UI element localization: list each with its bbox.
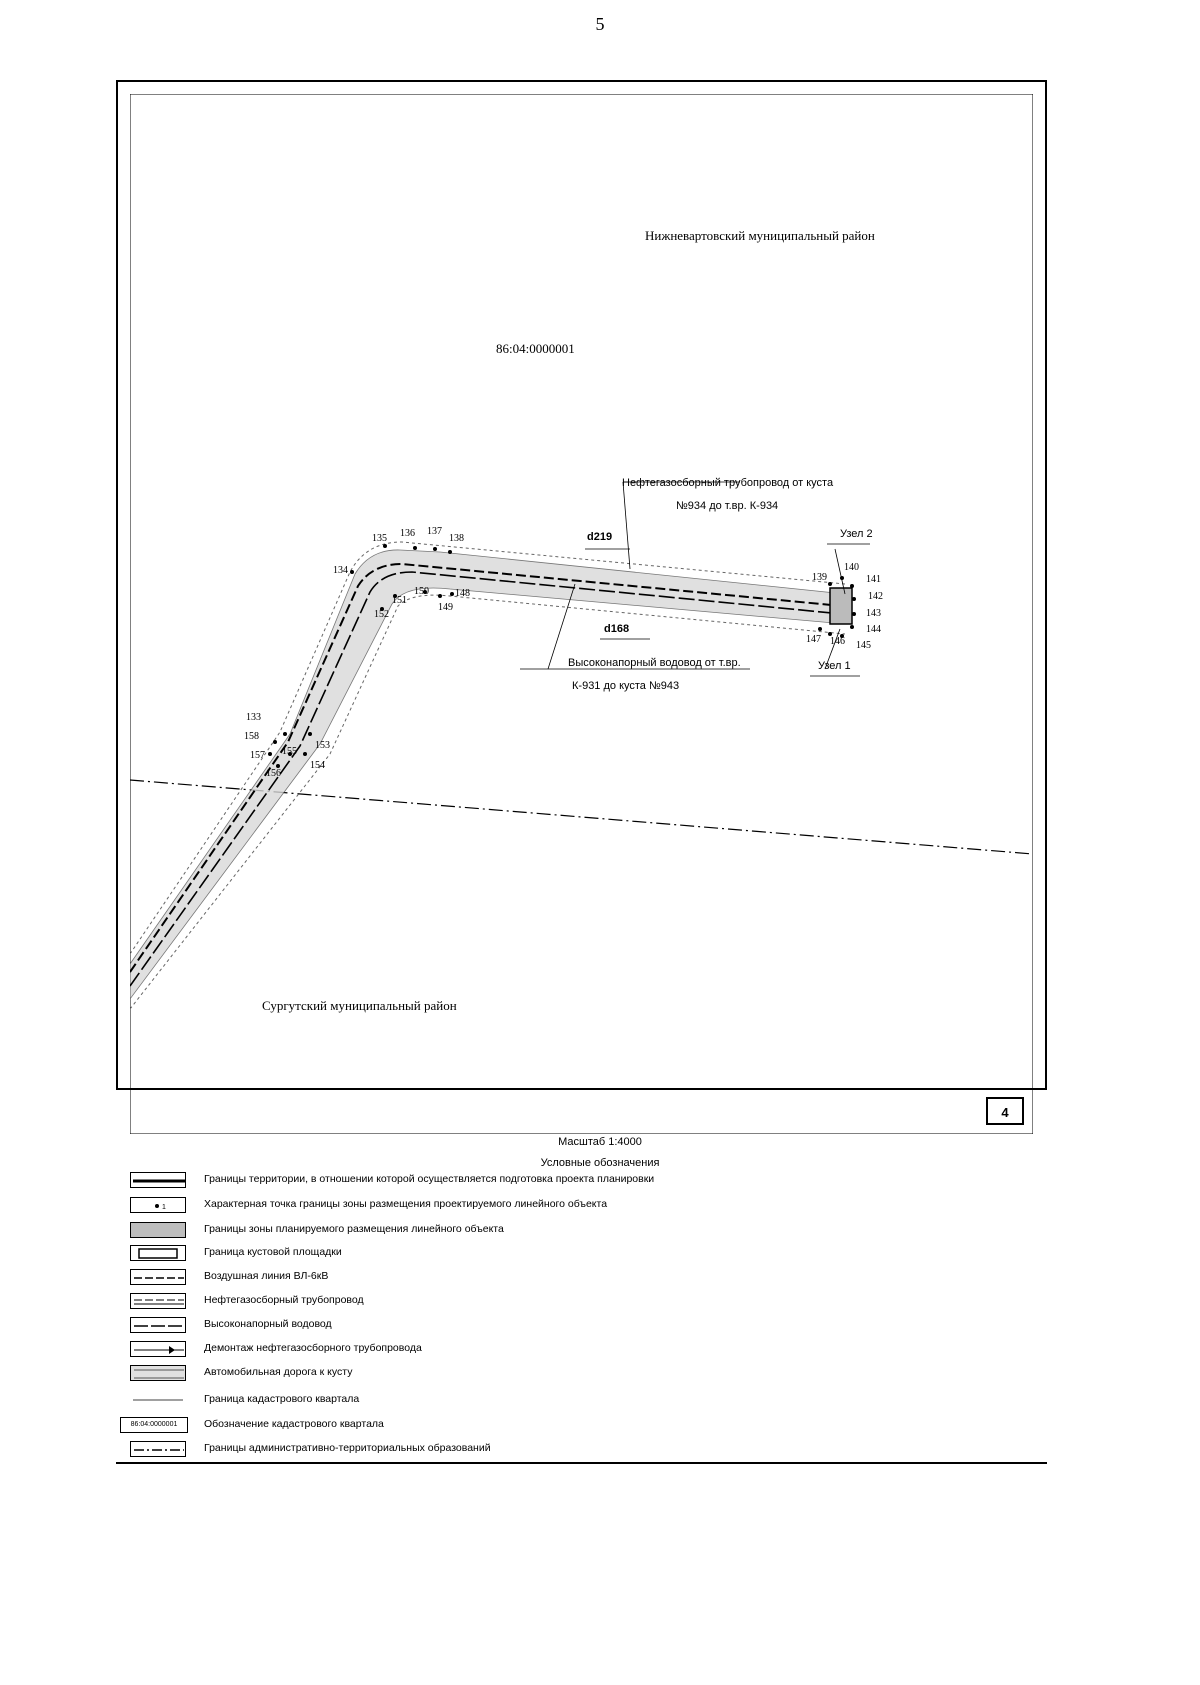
legend-bottom-border bbox=[116, 1462, 1047, 1464]
legend-symbol-rect bbox=[130, 1245, 186, 1261]
legend-item: 86:04:0000001 Обозначение кадастрового квартала bbox=[116, 1415, 1047, 1437]
page-number: 5 bbox=[595, 14, 605, 34]
point-label: 146 bbox=[830, 636, 845, 647]
point-label: 157 bbox=[250, 750, 265, 761]
oil-pipeline-line bbox=[130, 564, 842, 972]
legend-symbol-thin bbox=[130, 1392, 186, 1408]
oil-pipeline-label-2: №934 до т.вр. К-934 bbox=[676, 500, 779, 512]
legend-item: 1 Характерная точка границы зоны размещения проектируемого линейного объекта bbox=[116, 1195, 1047, 1217]
point-label: 151 bbox=[392, 595, 407, 606]
legend-item: Воздушная линия ВЛ-6кВ bbox=[116, 1267, 1047, 1289]
point-label: 138 bbox=[449, 533, 464, 544]
point-label: 133 bbox=[246, 712, 261, 723]
diameter-water-label: d168 bbox=[604, 623, 630, 635]
legend-symbol-dash bbox=[130, 1269, 186, 1285]
legend-symbol-dash-dot bbox=[130, 1441, 186, 1457]
sheet-number-box: 4 bbox=[986, 1097, 1024, 1125]
legend-item: Демонтаж нефтегазосборного трубопровода bbox=[116, 1339, 1047, 1361]
point-label: 137 bbox=[427, 526, 442, 537]
point-label: 149 bbox=[438, 602, 453, 613]
legend-symbol-boundary bbox=[130, 1172, 186, 1188]
cadastral-quarter-label: 86:04:0000001 bbox=[496, 341, 575, 356]
legend-item: Граница кустовой площадки bbox=[116, 1243, 1047, 1265]
point-label: 139 bbox=[812, 572, 827, 583]
legend-item: Нефтегазосборный трубопровод bbox=[116, 1291, 1047, 1313]
legend-symbol-dash-long bbox=[130, 1317, 186, 1333]
legend-item: Автомобильная дорога к кусту bbox=[116, 1363, 1047, 1385]
planned-zone-hatch bbox=[130, 550, 845, 999]
legend-symbol-arrow bbox=[130, 1341, 186, 1357]
point-label: 158 bbox=[244, 731, 259, 742]
diameter-oil-label: d219 bbox=[587, 531, 613, 543]
scale-label: Масштаб 1:4000 bbox=[558, 1136, 642, 1148]
legend-item: Границы административно-территориальных образований bbox=[116, 1439, 1047, 1461]
map-canvas bbox=[130, 94, 1033, 1134]
point-label: 144 bbox=[866, 624, 881, 635]
oil-pipeline-label-1: Нефтегазосборный трубопровод от куста bbox=[622, 477, 834, 489]
legend-title: Условные обозначения bbox=[540, 1157, 660, 1169]
point-label: 155 bbox=[282, 746, 297, 757]
legend-symbol-cadastral-label: 86:04:0000001 bbox=[120, 1417, 188, 1433]
point-label: 147 bbox=[806, 634, 821, 645]
leader-oil bbox=[623, 482, 630, 569]
point-label: 145 bbox=[856, 640, 871, 651]
legend-item: Границы зоны планируемого размещения линейного объекта bbox=[116, 1220, 1047, 1242]
point-label: 142 bbox=[868, 591, 883, 602]
legend-item: Границы территории, в отношении которой осуществляется подготовка проекта планировки bbox=[116, 1170, 1047, 1192]
point-label: 154 bbox=[310, 760, 325, 771]
point-label: 156 bbox=[266, 768, 281, 779]
district-south-label: Сургутский муниципальный район bbox=[262, 998, 457, 1013]
legend-symbol-hatched bbox=[130, 1222, 186, 1238]
point-label: 148 bbox=[455, 588, 470, 599]
legend-item: Граница кадастрового квартала bbox=[116, 1390, 1047, 1412]
point-label: 150 bbox=[414, 586, 429, 597]
point-label: 136 bbox=[400, 528, 415, 539]
water-pipeline-line bbox=[130, 572, 842, 986]
point-label: 141 bbox=[866, 574, 881, 585]
water-pipeline-label-1: Высоконапорный водовод от т.вр. bbox=[568, 657, 741, 669]
point-label: 135 bbox=[372, 533, 387, 544]
point-label: 153 bbox=[315, 740, 330, 751]
svg-text:1: 1 bbox=[162, 1204, 166, 1211]
map-inner-border bbox=[130, 94, 1033, 1134]
water-pipeline-label-2: К-931 до куста №943 bbox=[572, 680, 680, 692]
point-label: 143 bbox=[866, 608, 881, 619]
node-2-label: Узел 2 bbox=[840, 528, 873, 540]
node-1-label: Узел 1 bbox=[818, 660, 851, 672]
point-label: 140 bbox=[844, 562, 859, 573]
legend-symbol-road bbox=[130, 1365, 186, 1381]
point-label: 152 bbox=[374, 609, 389, 620]
legend-symbol-point bbox=[130, 1197, 186, 1213]
node-box bbox=[830, 588, 852, 624]
legend-item: Высоконапорный водовод bbox=[116, 1315, 1047, 1337]
legend-symbol-dash-double bbox=[130, 1293, 186, 1309]
district-north-label: Нижневартовский муниципальный район bbox=[645, 228, 875, 243]
point-label: 134 bbox=[333, 565, 348, 576]
